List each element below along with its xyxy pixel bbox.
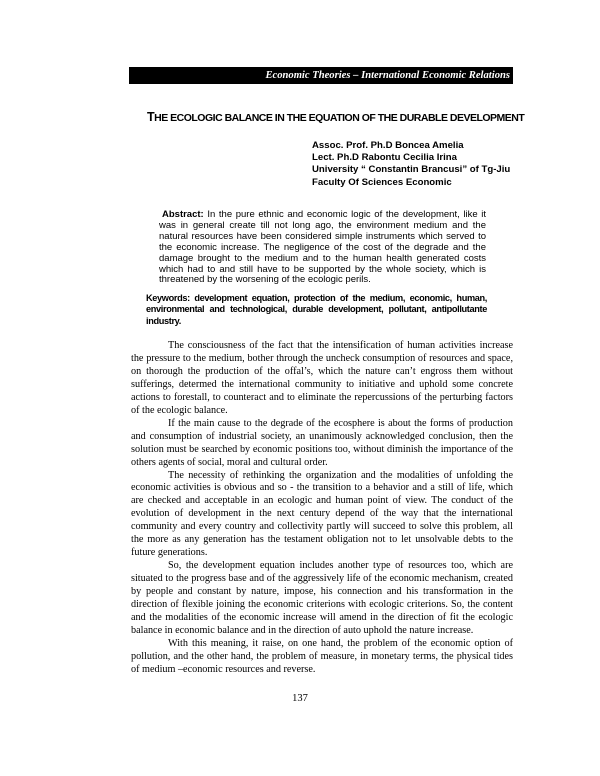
article-title (147, 110, 525, 124)
title-initial: T (147, 110, 155, 124)
faculty-line: Faculty Of Sciences Economic (312, 176, 452, 188)
body-paragraph: The necessity of rethinking the organization and the modalities of unfolding the economic activities is obvious and so - the transition to a behavior and a still of life, which are checked and acceptable in an ecologic and human point of view. The conduct of the evolution of development in the next century depend of the way that the international community and every country and collectivity partly will succeed to solve this problem, all the more as any generation has the testament obligation not to let unsolvable debts to the future generations. (131, 469, 513, 559)
body-paragraph: If the main cause to the degrade of the ecosphere is about the forms of production and consumption of industrial society, an unanimously acknowledged conclusion, then the solution must be searched by economic positions too, without diminish the importance of the others agents of social, moral and cultural order. (131, 417, 513, 468)
body-paragraph: So, the development equation includes another type of resources too, which are situated to the progress base and of the aggressively life of the economic mechanism, created by people and constant by nature, impose, his connection and his transformation in the direction of flexible joining the economic criterions with ecologic criterions. So, the content and the modalities of the economic increase will amend in the direction of fit the ecologic balance in economic balance and in the direction of auto uphold the nature increase. (131, 560, 513, 636)
author-line: Assoc. Prof. Ph.D Boncea Amelia (312, 140, 464, 151)
keywords (146, 293, 487, 327)
running-header-text: Economic Theories – International Economic Relations (265, 70, 510, 81)
title-text: HE ECOLOGIC BALANCE IN THE EQUATION OF THE DURABLE DEVELOPMENT (154, 112, 525, 124)
abstract-text: In the pure ethnic and economic logic of the development, like it was in general create till not long ago, the environment medium and the natural resources have been considered simple instruments which served to the economic increase. The negligence of the cost of the degrade and the damage brought to the medium and to the human health generated costs which had to and still have to be supported by the whole society, which is threatened by the worsening of the ecologic perils. (159, 209, 487, 286)
abstract-label: Abstract: (162, 209, 204, 220)
author-line: Lect. Ph.D Rabontu Cecilia Irina (312, 152, 457, 164)
body-text (131, 340, 513, 677)
body-paragraph: With this meaning, it raise, on one hand, the problem of the economic option of pollution, and the other hand, the problem of measure, in monetary terms, the physical tides of medium –economic resources and reverse. (131, 637, 513, 675)
abstract (159, 210, 486, 286)
running-header (129, 67, 513, 84)
keywords-text: Keywords: development equation, protection of the medium, economic, human, environmental and technological, durable development, pollutant, antipollutante industry. (146, 293, 487, 326)
page-number: 137 (292, 693, 308, 704)
author-block (312, 140, 542, 189)
affiliation-line: University “ Constantin Brancusi” of Tg-Jiu (312, 164, 511, 176)
body-paragraph: The consciousness of the fact that the intensification of human activities increase the pressure to the medium, bother through the uncheck consumption of resources and space, on thorough the production of the offal’s, which the nature can’t engross them without sufferings, determed the international community to initiative and uphold some concrete actions to forestall, to counteract and to eliminate the repercussions of the perturbing factors of the ecologic balance. (131, 340, 513, 416)
